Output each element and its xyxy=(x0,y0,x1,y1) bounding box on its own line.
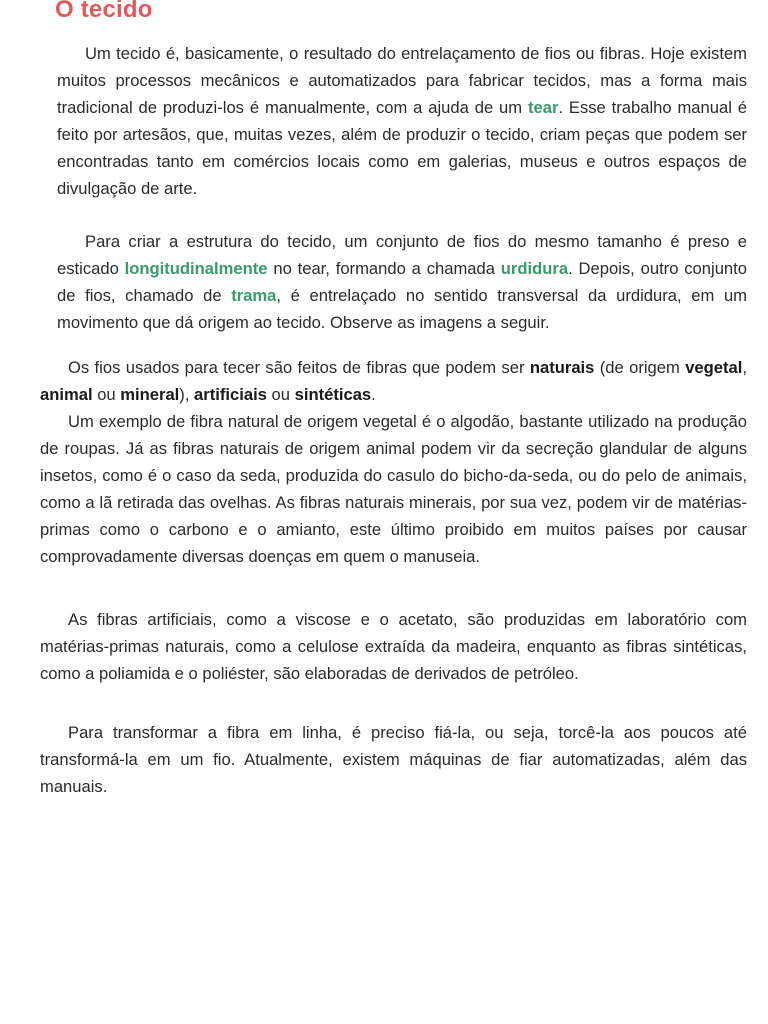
text: . Depois, outro conjunto de fios, chamado de xyxy=(57,259,747,305)
text: Um tecido é, basicamente, o resultado do entrelaçamento de fios ou fibras. Hoje existem muitos processos mecânicos e automatizados para fabricar tecidos, mas a forma mais tradicional de produzi-los é manualmente, com a ajuda de um xyxy=(57,44,747,117)
keyword-vegetal: vegetal xyxy=(685,358,743,377)
text: ou xyxy=(92,385,121,404)
text: no tear, formando a chamada xyxy=(267,259,501,278)
text: , é entrelaçado no sentido transversal da urdidura, em um movimento que dá origem ao tecido. Observe as imagens a seguir. xyxy=(57,286,747,332)
paragraph-fiar: Para transformar a fibra em linha, é preciso fiá-la, ou seja, torcê-la aos poucos até transformá-la em um fio. Atualmente, existem máquinas de fiar automatizadas, além das manuais. xyxy=(40,723,747,796)
keyword-naturais: naturais xyxy=(529,358,595,377)
paragraph-tecido-intro xyxy=(57,40,747,202)
text: ), xyxy=(179,385,195,404)
text: . xyxy=(371,385,376,404)
keyword-animal: animal xyxy=(40,385,93,404)
text: , xyxy=(742,358,747,377)
paragraph-fibras-naturais: Um exemplo de fibra natural de origem vegetal é o algodão, bastante utilizado na produção de roupas. Já as fibras naturais de origem animal podem vir da secreção glandular de alguns insetos, como é o caso da seda, produzida do casulo do bicho-da-seda, ou do pelo de animais, como a lã retirada das ovelhas. As fibras naturais minerais, por sua vez, podem vir de matérias-primas como o carbono e o amianto, este último proibido em muitos países por causar comprovadamente diversas doenças em quem o manuseia. xyxy=(40,412,747,566)
keyword-trama: trama xyxy=(231,286,277,305)
text: Para criar a estrutura do tecido, um conjunto de fios do mesmo tamanho é preso e esticado xyxy=(57,232,747,278)
keyword-sinteticas: sintéticas xyxy=(294,385,372,404)
text: ou xyxy=(266,385,295,404)
page-title: O tecido xyxy=(55,0,153,23)
paragraph-estrutura xyxy=(57,228,747,336)
paragraph-fibras-artificiais: As fibras artificiais, como a viscose e o acetato, são produzidas em laboratório com matérias-primas naturais, como a celulose extraída da madeira, enquanto as fibras sintéticas, como a poliamida e o poliéster, são elaboradas de derivados de petróleo. xyxy=(40,610,747,683)
text: Os fios usados para tecer são feitos de fibras que podem ser xyxy=(68,358,530,377)
keyword-mineral: mineral xyxy=(120,385,180,404)
text: (de origem xyxy=(594,358,686,377)
keyword-tear: tear xyxy=(527,98,559,117)
keyword-artificiais: artificiais xyxy=(194,385,267,404)
paragraph-fibras xyxy=(40,354,747,408)
keyword-longitudinalmente: longitudinalmente xyxy=(124,259,268,278)
keyword-urdidura: urdidura xyxy=(500,259,569,278)
text: . Esse trabalho manual é feito por artesãos, que, muitas vezes, além de produzir o tecido, criam peças que podem ser encontradas tanto em comércios locais como em galerias, museus e outros espaços de divulgação de arte. xyxy=(57,98,747,198)
